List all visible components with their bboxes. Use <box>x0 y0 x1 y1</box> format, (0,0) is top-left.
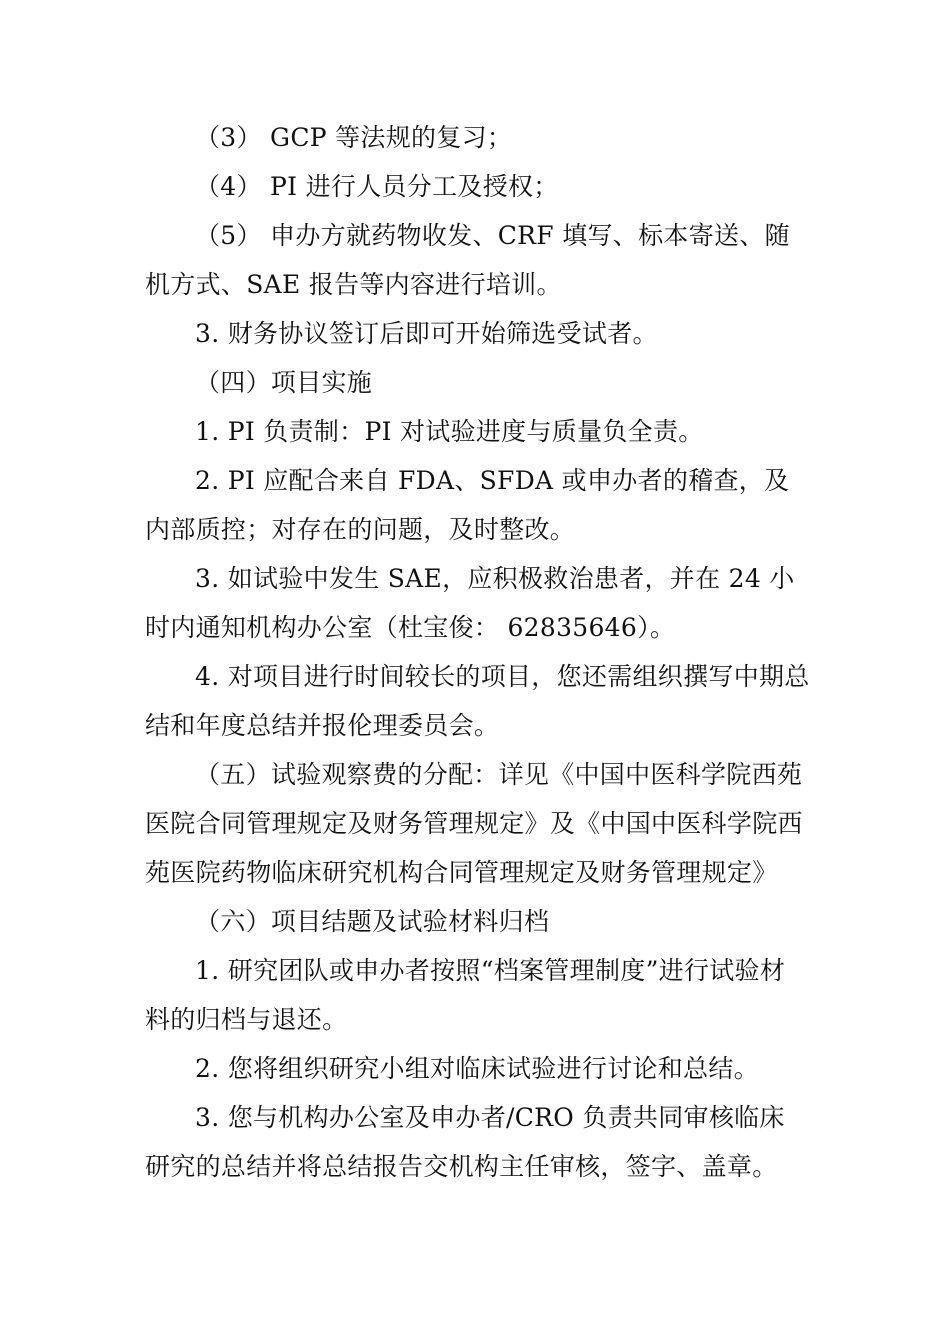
paragraph-training-5: （5） 申办方就药物收发、CRF 填写、标本寄送、随机方式、SAE 报告等内容进行培训。 <box>145 221 790 299</box>
paragraph-interim-summary: 4. 对项目进行时间较长的项目，您还需组织撰写中期总结和年度总结并报伦理委员会。 <box>145 662 810 740</box>
document-body <box>145 113 810 1191</box>
paragraph-final-review: 3. 您与机构办公室及申办者/CRO 负责共同审核临床研究的总结并将总结报告交机构主任审核，签字、盖章。 <box>145 1103 785 1181</box>
paragraph-training-4: （4） PI 进行人员分工及授权； <box>195 172 559 201</box>
section-heading-fee-allocation: （五）试验观察费的分配：详见《中国中医科学院西苑医院合同管理规定及财务管理规定》及《中国中医科学院西苑医院药物临床研究机构合同管理规定及财务管理规定》 <box>145 760 803 887</box>
paragraph-pi-audit: 2. PI 应配合来自 FDA、SFDA 或申办者的稽查，及内部质控；对存在的问题，及时整改。 <box>145 466 790 544</box>
section-heading-closure-archive: （六）项目结题及试验材料归档 <box>195 907 550 936</box>
paragraph-finance-agreement: 3. 财务协议签订后即可开始筛选受试者。 <box>195 319 658 348</box>
paragraph-sae-report: 3. 如试验中发生 SAE，应积极救治患者，并在 24 小时内通知机构办公室（杜宝俊： 62835646）。 <box>145 564 795 642</box>
paragraph-pi-responsibility: 1. PI 负责制：PI 对试验进度与质量负全责。 <box>195 417 704 446</box>
paragraph-discussion: 2. 您将组织研究小组对临床试验进行讨论和总结。 <box>195 1054 760 1083</box>
paragraph-archive: 1. 研究团队或申办者按照“档案管理制度”进行试验材料的归档与退还。 <box>145 956 786 1034</box>
section-heading-implementation: （四）项目实施 <box>195 368 373 397</box>
paragraph-training-3: （3） GCP 等法规的复习； <box>195 123 513 152</box>
